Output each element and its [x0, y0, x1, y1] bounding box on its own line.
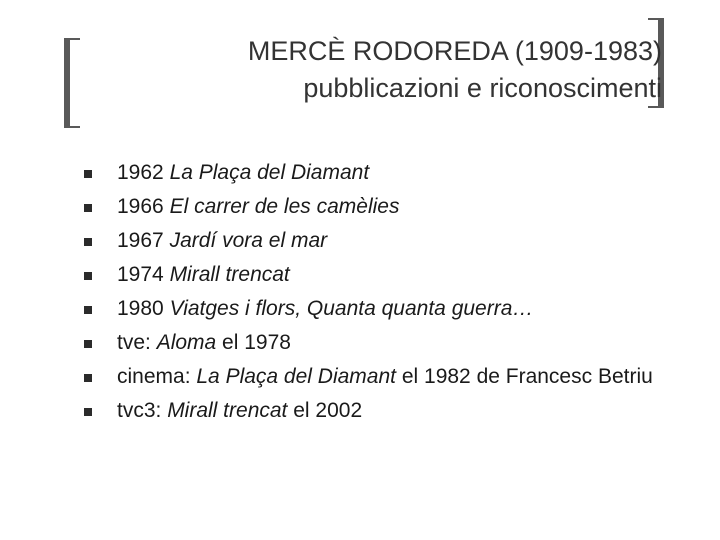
list-item	[84, 228, 684, 254]
item-title: Mirall trencat	[167, 399, 288, 422]
item-prefix: tvc3:	[117, 399, 168, 422]
bullet-list	[84, 160, 684, 432]
square-bullet-icon	[84, 272, 92, 280]
item-prefix: 1974	[117, 263, 170, 286]
left-bracket-icon	[64, 38, 80, 128]
list-item	[84, 330, 684, 356]
title-line-1: MERCÈ RODOREDA (1909-1983)	[247, 36, 662, 66]
item-title: Mirall trencat	[169, 263, 290, 286]
square-bullet-icon	[84, 340, 92, 348]
item-title: Jardí vora el mar	[169, 229, 328, 252]
item-prefix: 1962	[117, 161, 170, 184]
list-item	[84, 364, 684, 390]
item-suffix: el 1978	[216, 331, 291, 354]
item-suffix: el 2002	[287, 399, 363, 422]
square-bullet-icon	[84, 374, 92, 382]
item-suffix: el 1982 de Francesc Betriu	[396, 365, 653, 388]
item-title: Aloma	[156, 331, 217, 354]
item-prefix: 1966	[117, 195, 170, 218]
item-title: La Plaça del Diamant	[196, 365, 396, 388]
list-item	[84, 398, 684, 424]
square-bullet-icon	[84, 238, 92, 246]
square-bullet-icon	[84, 408, 92, 416]
item-prefix: tve:	[117, 331, 157, 354]
square-bullet-icon	[84, 204, 92, 212]
list-item	[84, 160, 684, 186]
item-prefix: cinema:	[117, 365, 197, 388]
square-bullet-icon	[84, 306, 92, 314]
item-prefix: 1980	[117, 297, 170, 320]
list-item	[84, 194, 684, 220]
list-item	[84, 296, 684, 322]
item-title: Viatges i flors, Quanta quanta guerra…	[169, 297, 534, 320]
item-title: La Plaça del Diamant	[169, 161, 370, 184]
item-title: El carrer de les camèlies	[169, 195, 400, 218]
square-bullet-icon	[84, 170, 92, 178]
list-item	[84, 262, 684, 288]
slide-title	[102, 33, 662, 107]
item-prefix: 1967	[117, 229, 170, 252]
title-line-2: pubblicazioni e riconoscimenti	[303, 73, 662, 103]
